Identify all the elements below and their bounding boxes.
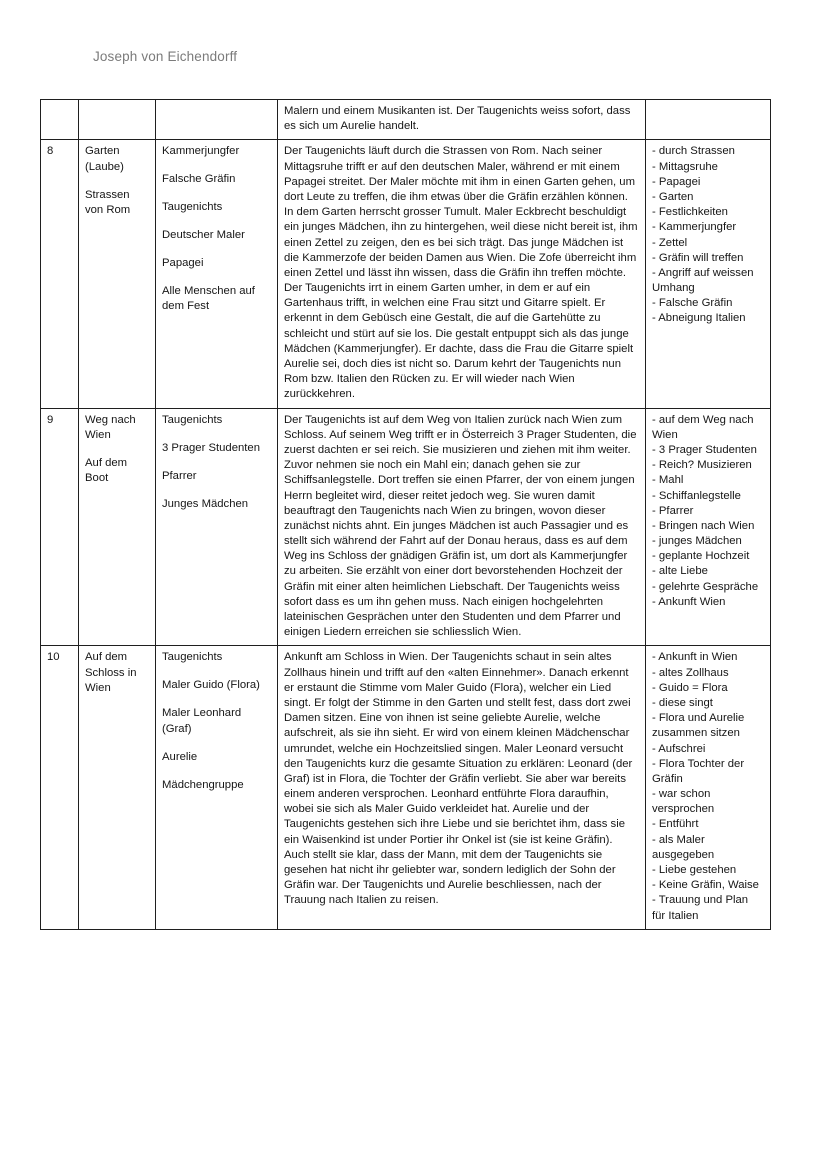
- keyword-entry: - Garten: [652, 190, 694, 203]
- keyword-entry: - Flora Tochter der Gräfin: [652, 757, 745, 785]
- keyword-entry: - Reich? Musizieren: [652, 459, 752, 472]
- keyword-entry: - Flora und Aurelie zusammen sitzen: [652, 712, 745, 740]
- cell-place: [79, 100, 156, 140]
- cell-characters: [156, 100, 278, 140]
- cell-characters: [156, 408, 278, 646]
- character-entry: Kammerjungfer: [162, 145, 240, 158]
- keyword-entry: - 3 Prager Studenten: [652, 443, 757, 456]
- character-entry: Junges Mädchen: [162, 497, 249, 510]
- keyword-entry: - alte Liebe: [652, 565, 708, 578]
- keyword-entry: - Festlichkeiten: [652, 206, 728, 219]
- place-entry: Auf dem Schloss in Wien: [85, 651, 137, 694]
- character-entry: Papagei: [162, 257, 204, 270]
- character-entry: Mädchengruppe: [162, 778, 244, 791]
- keyword-entry: - als Maler ausgegeben: [652, 833, 715, 861]
- keyword-entry: - durch Strassen: [652, 145, 735, 158]
- cell-number: [41, 100, 79, 140]
- character-entry: Taugenichts: [162, 201, 223, 214]
- keyword-entry: - Gräfin will treffen: [652, 251, 744, 264]
- keyword-entry: - Angriff auf weissen Umhang: [652, 266, 754, 295]
- keyword-entry: - geplante Hochzeit: [652, 550, 750, 563]
- chapter-summary-table: [40, 99, 771, 930]
- keyword-entry: - Ankunft Wien: [652, 595, 726, 608]
- character-entry: 3 Prager Studenten: [162, 441, 260, 454]
- character-entry: Taugenichts: [162, 651, 223, 664]
- character-entry: Pfarrer: [162, 469, 197, 482]
- cell-place: [79, 646, 156, 929]
- keyword-entry: - Pfarrer: [652, 504, 694, 517]
- character-entry: Maler Guido (Flora): [162, 679, 260, 692]
- keyword-entry: - Liebe gestehen: [652, 864, 737, 876]
- character-entry: Taugenichts: [162, 413, 223, 426]
- cell-place: [79, 408, 156, 646]
- keyword-entry: - auf dem Weg nach Wien: [652, 413, 754, 441]
- keyword-entry: - Keine Gräfin, Waise: [652, 879, 759, 892]
- cell-keywords: [646, 100, 771, 140]
- table-row: [41, 140, 771, 408]
- keyword-entry: - Guido = Flora: [652, 681, 728, 694]
- keyword-entry: - Zettel: [652, 236, 688, 249]
- place-entry: Auf dem Boot: [85, 456, 128, 484]
- body-paragraph: Malern und einem Musikanten ist. Der Taugenichts weiss sofort, dass es sich um Aurelie handelt.: [284, 105, 631, 133]
- keyword-entry: - junges Mädchen: [652, 535, 742, 548]
- keyword-entry: - Mittagsruhe: [652, 160, 718, 173]
- keyword-entry: - diese singt: [652, 696, 713, 709]
- cell-characters: [156, 140, 278, 408]
- keyword-entry: - Aufschrei: [652, 742, 706, 755]
- cell-number: 9: [41, 408, 79, 646]
- cell-number: 10: [41, 646, 79, 929]
- keyword-entry: - war schon versprochen: [652, 788, 715, 816]
- place-entry: Weg nach Wien: [85, 413, 136, 441]
- character-entry: Maler Leonhard (Graf): [162, 707, 242, 735]
- place-entry: Strassen von Rom: [85, 188, 131, 216]
- keyword-entry: - Falsche Gräfin: [652, 297, 733, 310]
- table-row: [41, 408, 771, 646]
- keyword-entry: - Mahl: [652, 474, 684, 487]
- keyword-entry: - Bringen nach Wien: [652, 519, 755, 532]
- keyword-entry: - Abneigung Italien: [652, 312, 746, 325]
- cell-body: [278, 140, 646, 408]
- character-entry: Alle Menschen auf dem Fest: [162, 285, 255, 313]
- keyword-entry: - gelehrte Gespräche: [652, 580, 759, 593]
- keyword-entry: - Entführt: [652, 818, 699, 831]
- cell-body: [278, 408, 646, 646]
- cell-body: [278, 646, 646, 929]
- body-paragraph: Ankunft am Schloss in Wien. Der Taugenichts schaut in sein altes Zollhaus hinein und trifft auf den «alten Einnehmer». Danach erkennt er erstaunt die Stimme vom Maler Guido (Flora), welcher ein Lied singt. Er folgt der Stimme in den Garten und stellt fest, dass dort zwei Damen sitzen. Eine von ihnen ist seine geliebte Aurelie, welche aufschreit, als sie ihn sieht. Er wird von einem kleinen Mädchenschar umrundet, welche ein Hochzeitslied singen. Maler Leonard versucht den Taugenichts kurz die gesamte Situation zu erklären: Leonard (der Graf) ist in Flora, die Tochter der Gräfin verliebt. Sie aber war bereits einem anderen versprochen. Leonhard entführte Flora daraufhin, wobei sie sich als Maler Guido verkleidet hat. Aurelie und der Taugenichts gestehen sich ihre Liebe und sie berichtet ihm, dass sie ein Waisenkind ist under Portier ihr Onkel ist (sie ist keine Gräfin). Auch stellt sie klar, dass der Mann, mit dem der Taugenichts sie gesehen hat nicht ihr geliebter war, sondern lediglich der Sohn der Gräfin war. Der Taugenichts und Aurelie beschliessen, nach der Trauung nach Italien zu reisen.: [284, 651, 633, 907]
- keyword-entry: - altes Zollhaus: [652, 666, 729, 679]
- keyword-entry: - Papagei: [652, 175, 701, 188]
- cell-keywords: [646, 646, 771, 929]
- keyword-entry: - Kammerjungfer: [652, 221, 737, 234]
- cell-body: [278, 100, 646, 140]
- character-entry: Falsche Gräfin: [162, 173, 236, 186]
- keyword-entry: - Schiffanlegstelle: [652, 489, 741, 502]
- table-body: [41, 100, 771, 930]
- cell-characters: [156, 646, 278, 929]
- page-title: Joseph von Eichendorff: [93, 49, 238, 64]
- character-entry: Aurelie: [162, 750, 198, 763]
- body-paragraph: Der Taugenichts ist auf dem Weg von Italien zurück nach Wien zum Schloss. Auf seinem Weg trifft er in Österreich 3 Prager Studenten, die zuerst dachten er sei reich. Sie musizieren und ziehen mit ihm weiter. Zuvor nehmen sie noch ein Mahl ein; danach gehen sie zur Schiffsanlegstelle. Dort treffen sie einen Pfarrer, der von einem jungen Herrn begleitet wird, dieser reitet jedoch weg. Sie wuren damit beauftragt den Taugenichts nach Wien zu bringen, wovon dieser zunächst nichts ahnt. Ein junges Mädchen ist auch Passagier und es stellt sich während der Fahrt auf der Donau heraus, dass es auf dem Weg ins Schloss der gnädigen Gräfin ist, um dort als Kammerjungfer zu arbeiten. Sie erzählt von einer dort bevorstehenden Hochzeit der Gräfin mit einer alten heimlichen Liebschaft. Der Taugenichts weiss sofort dass es um ihn gehen muss. Nach einigen hochgelehrten lateinischen Gesprächen unter den Studenten und dem Pfarrer und einigen Liedern erreichen sie schliesslich Wien.: [284, 413, 637, 639]
- cell-number: 8: [41, 140, 79, 408]
- keyword-entry: - Ankunft in Wien: [652, 651, 738, 664]
- cell-place: [79, 140, 156, 408]
- place-entry: Garten (Laube): [85, 145, 124, 173]
- keyword-entry: - Trauung und Plan für Italien: [652, 894, 749, 922]
- cell-keywords: [646, 408, 771, 646]
- character-entry: Deutscher Maler: [162, 229, 245, 242]
- table-row: [41, 646, 771, 929]
- body-paragraph: Der Taugenichts läuft durch die Strassen von Rom. Nach seiner Mittagsruhe trifft er auf den deutschen Maler, während er mit einem Papagei streitet. Der Maler möchte mit ihm in einen Garten gehen, um dort Leute zu treffen, die ihm etwas über die Gräfin erzählen können. In dem Garten herrscht grosser Tumult. Maler Eckbrecht beschuldigt ein junges Mädchen, ihn zu hintergehen, weil diese nicht bereit ist, ihm einen Zettel zu zeigen, den es bei sich trägt. Das junge Mädchen ist die Kammerzofe der beiden Damen aus Wien. Die Zofe überreicht ihm einen Zettel und lässt ihn wissen, dass die Gräfin ihn treffen möchte. Der Taugenichts irrt in einem Garten umher, in dem er auf ein Gartenhaus trifft, in welchen eine Frau sitzt und Gitarre spielt. Er erkennt in dem Gebüsch eine Gestalt, die auf die Gartehütte zu schleicht und stürt auf sie los. Die gestalt entpuppt sich als das junge Mädchen (Kammerjungfer). Er dachte, dass die Frau die Gitarre spielt Aurelie sei, doch dies ist nicht so. Darum kehrt der Taugenichts nun Rom bzw. Italien den Rücken zu. Er will wieder nach Wien zurückkehren.: [284, 145, 638, 401]
- cell-keywords: [646, 140, 771, 408]
- summary-table-container: [40, 99, 770, 930]
- table-row-continuation: [41, 100, 771, 140]
